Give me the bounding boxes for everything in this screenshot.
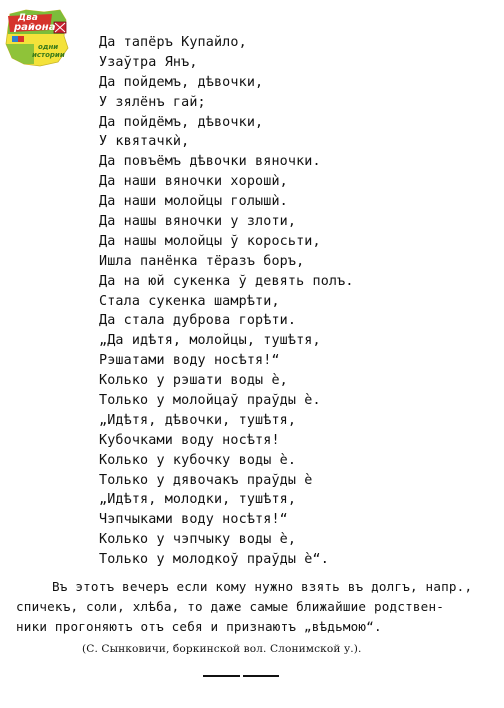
poem-line: Колько у кубочку воды ѐ. [99, 452, 297, 468]
poem-line: Чэпчыками воду носѣтя!“ [99, 512, 288, 528]
poem-line: Да нашы молойцы ў коросьти, [99, 233, 321, 249]
two-districts-logo [4, 8, 70, 68]
poem-line: Колько у чэпчыку воды ѐ, [99, 532, 297, 548]
section-divider-right [243, 675, 279, 677]
poem-line: Только у дявочакъ праўды ѐ [99, 472, 313, 488]
poem-line: Да наши молойцы голышѝ. [99, 194, 288, 210]
prose-line: Въ этотъ вечеръ если кому нужно взять въ долгъ, напр., [52, 579, 473, 594]
poem-line: „Идѣтя, молодки, тушѣтя, [99, 492, 297, 508]
logo-subtitle-line1: одни [38, 43, 59, 51]
poem-line: У зялёнъ гай; [99, 94, 206, 110]
poem-line: Да наши вяночки хорошѝ, [99, 174, 288, 190]
poem-line: У квятачкѝ, [99, 134, 190, 150]
poem-line: Да повъёмъ дѣвочки вяночки. [99, 154, 321, 170]
poem-line: Да тапёръ Купайло, [99, 35, 247, 50]
prose-paragraph [16, 577, 490, 637]
poem-line: Кубочками воду носѣтя! [99, 432, 280, 448]
poem-line: Колько у рэшати воды ѐ, [99, 373, 288, 389]
poem [99, 33, 479, 570]
prose-line: спичекъ, соли, хлѣба, то даже самые ближайшие родствен- [16, 599, 445, 614]
logo-title-line1: Два [18, 13, 38, 23]
poem-line: Только у молодкоў праўды ѐ“. [99, 552, 329, 568]
poem-line: „Да идѣтя, молойцы, тушѣтя, [99, 333, 321, 349]
poem-line: Да стала дуброва горѣти. [99, 313, 297, 329]
poem-line: Рэшатами воду носѣтя!“ [99, 353, 280, 369]
logo-title-line2: района [14, 22, 56, 33]
poem-line: Да на юй сукенка ў девять полъ. [99, 273, 354, 289]
prose-line: ники прогоняютъ отъ себя и признаютъ „вѣдьмою“. [16, 619, 382, 634]
poem-line: Только у молойцаў праўды ѐ. [99, 393, 321, 409]
section-divider-left [203, 675, 240, 677]
poem-line: Да пойдёмъ, дѣвочки, [99, 114, 264, 130]
poem-line: Да пойдемъ, дѣвочки, [99, 74, 264, 90]
poem-line: Стала сукенка шамрѣти, [99, 293, 280, 309]
poem-line: Ишла панёнка тёразъ боръ, [99, 253, 305, 269]
logo-subtitle-line2: истории [32, 51, 65, 59]
poem-line: Узаўтра Янъ, [99, 54, 198, 70]
poem-line: „Идѣтя, дѣвочки, тушѣтя, [99, 412, 297, 428]
source-citation: (С. Сынковичи, боркинской вол. Слонимской у.). [82, 643, 362, 655]
poem-line: Да нашы вяночки у злоти, [99, 214, 297, 230]
